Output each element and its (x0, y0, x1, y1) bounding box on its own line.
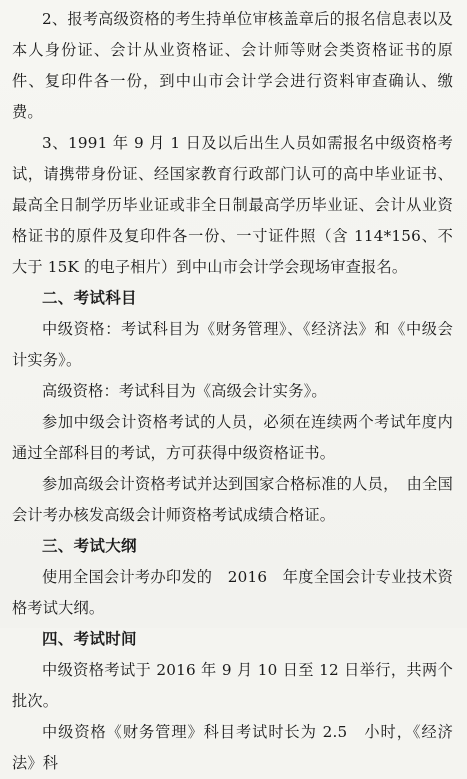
paragraph-mid-registration-age: 3、1991 年 9 月 1 日及以后出生人员如需报名中级资格考试，请携带身份证、经国家教育行政部门认可的高中毕业证书、最高全日制学历毕业证或非全日制最高学历毕业证、会计从业资格证书的原件及复印件各一份、一寸证件照（含 114*156、不大于 15K 的电子相片）到中山市会计学会现场审查报名。 (12, 134, 453, 276)
section-heading-exam-subjects: 二、考试科目 (42, 289, 137, 307)
paragraph-senior-registration: 2、报考高级资格的考生持单位审核盖章后的报名信息表以及本人身份证、会计从业资格证、会计师等财会类资格证书的原件、复印件各一份，到中山市会计学会进行资料审查确认、缴费。 (12, 10, 453, 121)
paragraph-mid-exam-time: 中级资格考试于 2016 年 9 月 10 日至 12 日举行，共两个批次。 (12, 661, 453, 710)
paragraph-syllabus: 使用全国会计考办印发的 2016 年度全国会计专业技术资格考试大纲。 (12, 568, 453, 617)
section-heading-exam-syllabus: 三、考试大纲 (42, 537, 137, 555)
paragraph-mid-pass-rule: 参加中级会计资格考试的人员，必须在连续两个考试年度内通过全部科目的考试，方可获得中级资格证书。 (12, 413, 453, 462)
paragraph-senior-subjects: 高级资格：考试科目为《高级会计实务》。 (42, 382, 327, 400)
paragraph-mid-exam-duration: 中级资格《财务管理》科目考试时长为 2.5 小时，《经济法》科 (12, 723, 453, 772)
paragraph-mid-subjects: 中级资格：考试科目为《财务管理》、《经济法》和《中级会计实务》。 (12, 320, 453, 369)
paragraph-senior-pass-rule: 参加高级会计资格考试并达到国家合格标准的人员， 由全国会计考办核发高级会计师资格考试成绩合格证。 (12, 475, 453, 524)
section-heading-exam-time: 四、考试时间 (42, 630, 137, 648)
